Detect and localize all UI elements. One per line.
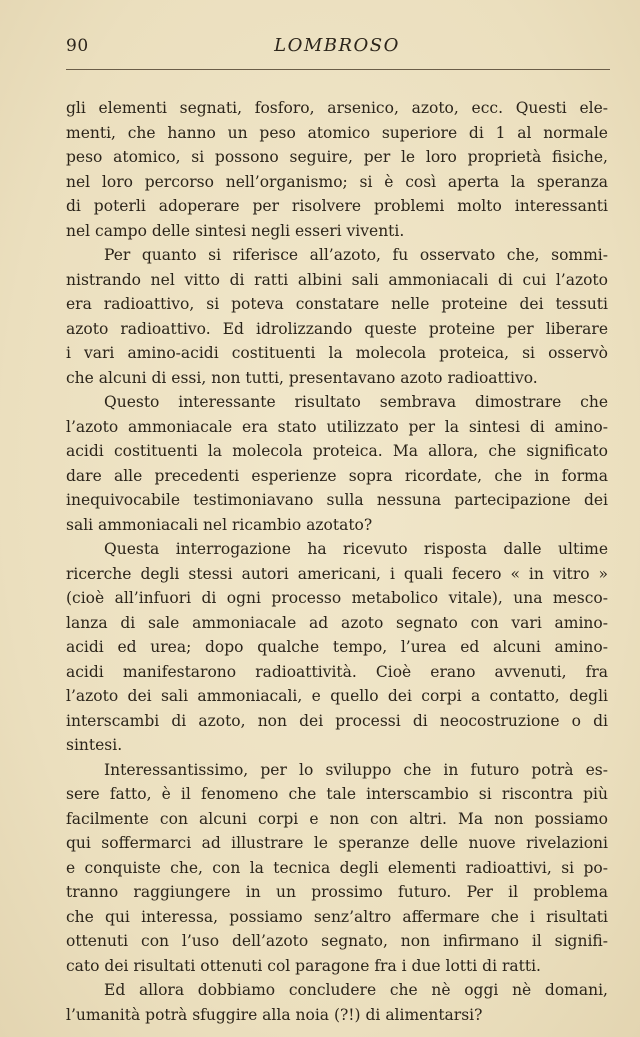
text-line: che alcuni di essi, non tutti, presentavano azoto radioattivo. — [66, 368, 538, 387]
text-line: facilmente con alcuni corpi e non con altri. Ma non possiamo — [66, 809, 608, 828]
text-line: (cioè all’infuori di ogni processo metabolico vitale), una mesco- — [66, 589, 608, 607]
text-line: nistrando nel vitto di ratti albini sali ammoniacali di cui l’azoto — [66, 270, 608, 289]
text-line: Interessantissimo, per lo sviluppo che in futuro potrà es- — [104, 760, 608, 779]
text-line: cato dei risultati ottenuti col paragone fra i due lotti di ratti. — [66, 956, 541, 975]
text-line: era radioattivo, si poteva constatare nelle proteine dei tessuti — [66, 295, 608, 313]
text-line: sali ammoniacali nel ricambio azotato? — [66, 515, 373, 534]
text-line: l’azoto ammoniacale era stato utilizzato per la sintesi di amino- — [66, 417, 608, 436]
paragraph — [66, 390, 608, 537]
text-line: Ed allora dobbiamo concludere che nè oggi nè domani, — [104, 981, 608, 999]
paragraph — [66, 978, 608, 1027]
text-line: nel campo delle sintesi negli esseri viventi. — [66, 221, 405, 240]
paragraph — [66, 758, 608, 979]
text-line: sintesi. — [66, 736, 123, 754]
paragraph — [66, 96, 608, 243]
text-line: interscambi di azoto, non dei processi di neocostruzione o di — [66, 711, 608, 730]
text-line: acidi manifestarono radioattività. Cioè erano avvenuti, fra — [66, 662, 608, 681]
text-line: acidi ed urea; dopo qualche tempo, l’urea ed alcuni amino- — [66, 638, 608, 656]
paragraph — [66, 537, 608, 758]
text-line: peso atomico, si possono seguire, per le loro proprietà fisiche, — [66, 148, 608, 166]
running-head: LOMBROSO — [274, 35, 400, 56]
text-line: l’umanità potrà sfuggire alla noia (?!) di alimentarsi? — [66, 1005, 483, 1024]
text-line: lanza di sale ammoniacale ad azoto segnato con vari amino- — [66, 613, 608, 632]
text-line: sere fatto, è il fenomeno che tale interscambio si riscontra più — [66, 785, 608, 803]
text-line: ottenuti con l’uso dell’azoto segnato, non infirmano il signifi- — [66, 932, 608, 950]
text-line: Questo interessante risultato sembrava dimostrare che — [104, 393, 608, 411]
text-line: dare alle precedenti esperienze sopra ricordate, che in forma — [66, 466, 608, 485]
text-line: menti, che hanno un peso atomico superiore di 1 al normale — [66, 123, 608, 142]
text-line: azoto radioattivo. Ed idrolizzando queste proteine per liberare — [66, 319, 608, 338]
text-line: l’azoto dei sali ammoniacali, e quello dei corpi a contatto, degli — [66, 687, 608, 705]
paragraph — [66, 243, 608, 390]
text-line: Questa interrogazione ha ricevuto risposta dalle ultime — [104, 540, 608, 558]
text-line: di poterli adoperare per risolvere problemi molto interessanti — [66, 197, 608, 215]
page-number: 90 — [66, 36, 89, 56]
text-line: nel loro percorso nell’organismo; si è così aperta la speranza — [66, 172, 608, 191]
header-rule — [66, 69, 610, 70]
text-line: qui soffermarci ad illustrare le speranze delle nuove rivelazioni — [66, 834, 608, 852]
text-line: inequivocabile testimoniavano sulla nessuna partecipazione dei — [66, 491, 608, 509]
text-line: tranno raggiungere in un prossimo futuro. Per il problema — [66, 883, 608, 901]
text-line: ricerche degli stessi autori americani, i quali fecero « in vitro » — [66, 564, 608, 583]
text-line: gli elementi segnati, fosforo, arsenico, azoto, ecc. Questi ele- — [66, 99, 608, 117]
page-header — [66, 34, 608, 68]
text-line: Per quanto si riferisce all’azoto, fu osservato che, sommi- — [104, 246, 608, 264]
body-text — [66, 96, 608, 1027]
text-line: che qui interessa, possiamo senz’altro affermare che i risultati — [66, 907, 608, 926]
text-line: i vari amino-acidi costituenti la molecola proteica, si osservò — [66, 344, 608, 362]
text-line: acidi costituenti la molecola proteica. Ma allora, che significato — [66, 442, 608, 460]
text-line: e conquiste che, con la tecnica degli elementi radioattivi, si po- — [66, 858, 608, 877]
